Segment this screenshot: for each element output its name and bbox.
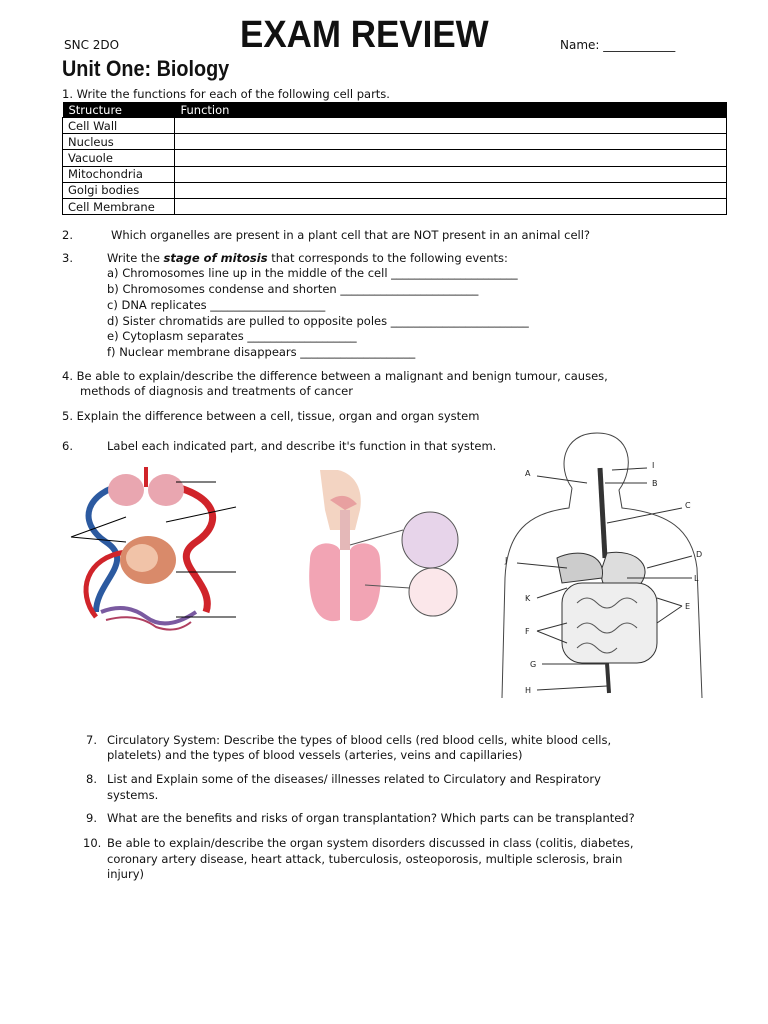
question-3-emphasis: stage of mitosis — [163, 251, 268, 265]
diagram-label-d: D — [696, 550, 703, 559]
question-9-number: 9. — [86, 811, 97, 825]
diagram-label-g: G — [530, 660, 537, 669]
function-answer-cell[interactable] — [175, 166, 727, 182]
question-6-text: Label each indicated part, and describe it's function in that system. — [107, 439, 497, 453]
table-header-structure: Structure — [63, 102, 175, 118]
question-10-number: 10. — [83, 836, 102, 850]
function-answer-cell[interactable] — [175, 198, 727, 214]
mitosis-item-a: a) Chromosomes line up in the middle of the cell ______________________ — [107, 266, 518, 280]
question-8-line-1: List and Explain some of the diseases/ illnesses related to Circulatory and Respiratory — [107, 772, 601, 786]
mitosis-item-f: f) Nuclear membrane disappears ____________________ — [107, 345, 416, 359]
question-7-line-1: Circulatory System: Describe the types of blood cells (red blood cells, white blood cells, — [107, 733, 612, 747]
diagram-label-e: E — [685, 602, 691, 611]
cell-parts-table — [62, 102, 727, 215]
question-9-line-1: What are the benefits and risks of organ transplantation? Which parts can be transplanted? — [107, 811, 635, 825]
diagram-label-k: K — [525, 594, 531, 603]
diagram-label-a: A — [525, 469, 531, 478]
table-row — [63, 182, 727, 198]
structure-cell: Vacuole — [63, 150, 175, 166]
question-2-number: 2. — [62, 228, 73, 242]
diagram-label-i: I — [652, 461, 655, 470]
mitosis-item-d: d) Sister chromatids are pulled to opposite poles ________________________ — [107, 314, 529, 328]
question-7-line-2: platelets) and the types of blood vessels (arteries, veins and capillaries) — [107, 748, 523, 762]
structure-cell: Mitochondria — [63, 166, 175, 182]
respiratory-system-diagram — [285, 470, 465, 630]
name-field-label: Name: ____________ — [560, 38, 676, 52]
circulatory-system-diagram — [66, 462, 246, 637]
diagram-label-l: L — [694, 574, 699, 583]
question-3-number: 3. — [62, 251, 73, 265]
mitosis-item-b: b) Chromosomes condense and shorten ________________________ — [107, 282, 479, 296]
question-6-number: 6. — [62, 439, 73, 453]
function-answer-cell[interactable] — [175, 134, 727, 150]
mitosis-item-c: c) DNA replicates ____________________ — [107, 298, 326, 312]
structure-cell: Nucleus — [63, 134, 175, 150]
table-row — [63, 150, 727, 166]
table-row — [63, 198, 727, 214]
course-code: SNC 2DO — [64, 38, 120, 52]
question-1-text: 1. Write the functions for each of the following cell parts. — [62, 87, 390, 101]
question-8-line-2: systems. — [107, 788, 159, 802]
question-5-text: 5. Explain the difference between a cell, tissue, organ and organ system — [62, 409, 480, 423]
digestive-system-diagram — [497, 428, 711, 698]
question-3-text — [107, 251, 508, 267]
diagram-label-b: B — [652, 479, 658, 488]
question-4-line-2: methods of diagnosis and treatments of cancer — [80, 384, 353, 398]
question-10-line-1: Be able to explain/describe the organ system disorders discussed in class (colitis, diabetes, — [107, 836, 634, 850]
structure-cell: Cell Wall — [63, 118, 175, 134]
question-8-number: 8. — [86, 772, 97, 786]
question-3-text-post: that corresponds to the following events: — [267, 251, 508, 265]
mitosis-item-e: e) Cytoplasm separates ___________________ — [107, 329, 357, 343]
question-10-line-2: coronary artery disease, heart attack, tuberculosis, osteoporosis, multiple sclerosis, brain — [107, 852, 623, 866]
question-7-number: 7. — [86, 733, 97, 747]
function-answer-cell[interactable] — [175, 182, 727, 198]
diagram-label-c: C — [685, 501, 691, 510]
table-row — [63, 166, 727, 182]
table-header-row — [63, 102, 727, 118]
unit-title: Unit One: Biology — [62, 56, 230, 81]
diagram-label-h: H — [525, 686, 532, 695]
table-header-function: Function — [175, 102, 727, 118]
question-4-line-1: 4. Be able to explain/describe the difference between a malignant and benign tumour, causes, — [62, 369, 608, 383]
structure-cell: Golgi bodies — [63, 182, 175, 198]
diagram-label-f: F — [525, 627, 530, 636]
table-row — [63, 118, 727, 134]
question-10-line-3: injury) — [107, 867, 144, 881]
function-answer-cell[interactable] — [175, 150, 727, 166]
question-3-text-pre: Write the — [107, 251, 164, 265]
diagram-label-j: J — [505, 556, 508, 565]
table-row — [63, 134, 727, 150]
function-answer-cell[interactable] — [175, 118, 727, 134]
page-title: EXAM REVIEW — [240, 14, 489, 56]
structure-cell: Cell Membrane — [63, 198, 175, 214]
question-2-text: Which organelles are present in a plant cell that are NOT present in an animal cell? — [111, 228, 591, 242]
